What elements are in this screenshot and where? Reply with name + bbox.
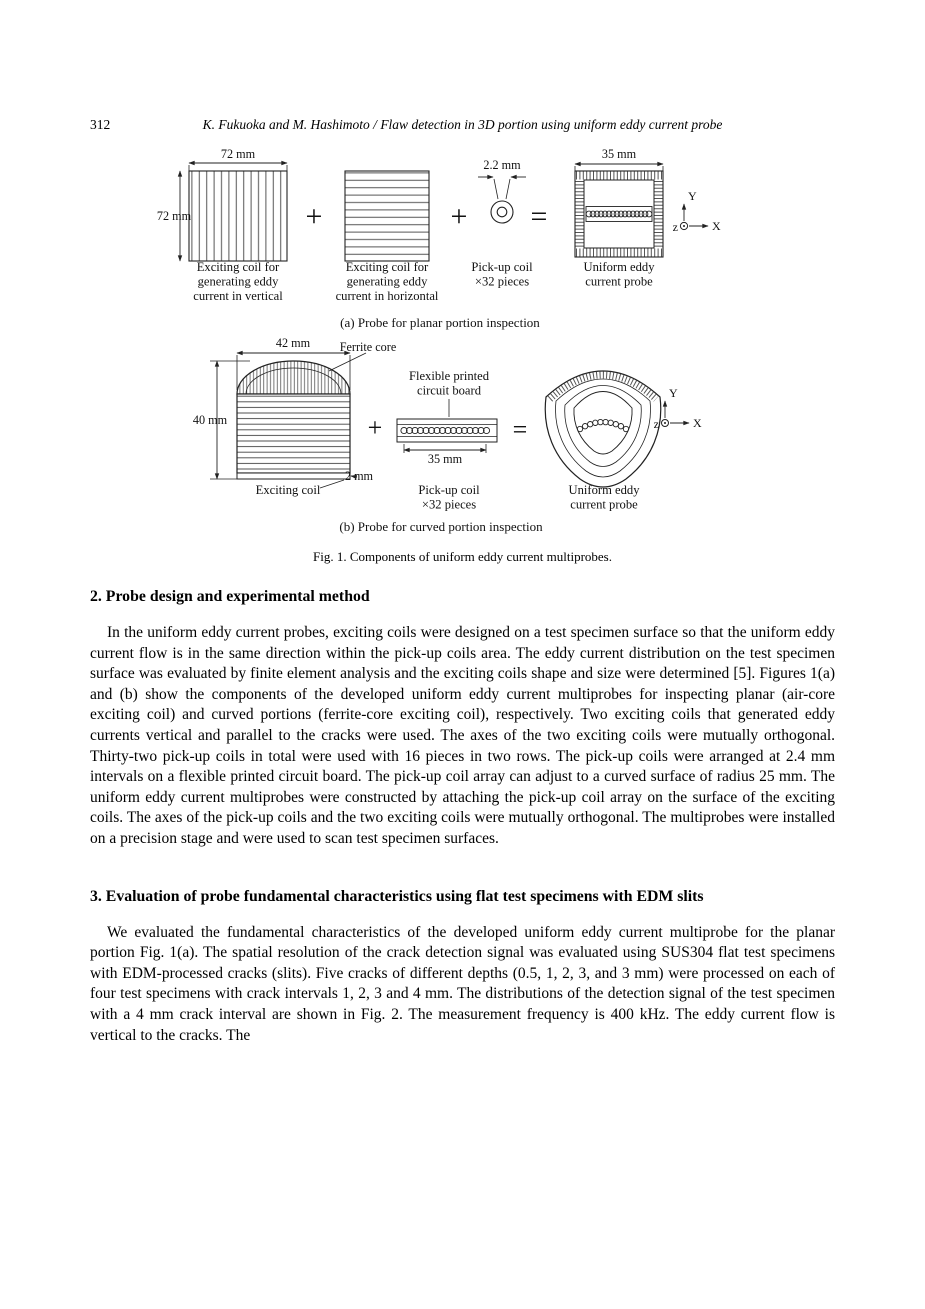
section-3-heading: 3. Evaluation of probe fundamental characteristics using flat test specimens with EDM slits: [90, 887, 704, 905]
label-exciting-coil: Exciting coil: [255, 483, 321, 497]
section-2-body: In the uniform eddy current probes, exciting coils were designed on a test specimen surface so that the uniform eddy current flow is in the same direction within the pick-up coils area. The eddy current distribution on the test specimen surface was evaluated by finite element analysis and the exciting coils shape and size were determined [5]. Figures 1(a) and (b) show the components of the developed uniform eddy current multiprobes for inspecting planar (air-core exciting coil) and curved portions (ferrite-core exciting coil), respectively. Two exciting coils that generated eddy currents vertical and parallel to the cracks were used. The axes of the two exciting coils were mutually orthogonal. Thirty-two pick-up coils in total were used with 16 pieces in two rows. The pick-up coils were arranged at 2.4 mm intervals on a flexible printed circuit board. The pick-up coil array can adjust to a curved surface of radius 25 mm. The uniform eddy current multiprobes were constructed by attaching the pick-up coil array on the surface of the exciting coils. The axes of the pick-up coils and the two exciting coils were mutually orthogonal. The multiprobes were installed on a precision stage and were used to scan test specimen surfaces.: [90, 624, 835, 847]
dim-label-2-2mm: 2.2 mm: [483, 158, 521, 172]
figure-1: [90, 147, 835, 565]
section-3: [90, 887, 835, 1047]
label-uniform-probe-a-1: Uniform eddy: [583, 260, 655, 274]
dim-label-72mm-width: 72 mm: [220, 147, 256, 161]
fig1a-exciting-coil-vertical: [157, 147, 287, 303]
fig1a-uniform-probe: [575, 147, 663, 289]
dim-label-35mm-b: 35 mm: [427, 452, 463, 466]
page-number: 312: [90, 117, 111, 132]
label-fpc-2: circuit board: [417, 383, 481, 398]
dim-label-40mm: 40 mm: [192, 413, 228, 427]
label-exciting-vertical-3: current in vertical: [193, 289, 283, 303]
dim-label-42mm: 42 mm: [275, 336, 311, 350]
section-2: [90, 587, 835, 850]
figure-1-graphic: [92, 147, 832, 537]
running-head: [90, 117, 835, 133]
equals-sign: =: [530, 200, 548, 233]
fig1a-pickup-coil: [471, 158, 533, 289]
fig1a: [157, 147, 721, 330]
equals-sign: =: [512, 415, 528, 444]
label-pickup-1: Pick-up coil: [471, 260, 533, 274]
label-exciting-vertical-2: generating eddy: [197, 274, 279, 289]
axis-x-label-a: X: [712, 219, 721, 233]
label-exciting-horizontal-1: Exciting coil for: [345, 260, 429, 274]
fig1b-pickup-board: [397, 369, 497, 512]
label-exciting-horizontal-3: current in horizontal: [335, 289, 439, 303]
fig1b-uniform-probe: [545, 371, 661, 512]
subcaption-b: (b) Probe for curved portion inspection: [339, 519, 543, 534]
fig1a-exciting-coil-horizontal: [336, 171, 439, 303]
label-pickup-b-2: ×32 pieces: [421, 497, 477, 512]
dim-label-2mm: 2 mm: [344, 469, 374, 483]
axis-x-label-b: X: [693, 416, 702, 430]
fig1b-exciting-coil: [193, 336, 396, 497]
label-ferrite-core: Ferrite core: [339, 340, 397, 354]
dim-label-72mm-height: 72 mm: [156, 209, 192, 223]
figure-caption: Fig. 1. Components of uniform eddy current multiprobes.: [313, 549, 612, 564]
axis-z-label-b: z: [653, 417, 659, 431]
section-3-body: We evaluated the fundamental characteristics of the developed uniform eddy current multiprobe for the planar portion Fig. 1(a). The spatial resolution of the crack detection signal was evaluated using SUS304 flat test specimens with EDM-processed cracks (slits). Five cracks of different depths (0.5, 1, 2, 3, and 3 mm) were processed on each of four test specimens with crack intervals 1, 2, 3 and 4 mm. The distributions of the detection signal of the test specimen with a 4 mm crack interval are shown in Fig. 2. The measurement frequency is 400 kHz. The eddy current flow is vertical to the cracks. The: [90, 923, 835, 1044]
label-exciting-horizontal-2: generating eddy: [346, 274, 428, 289]
label-uniform-probe-b-1: Uniform eddy: [568, 483, 640, 497]
fig1a-coordinate-axes: [673, 189, 721, 234]
section-2-heading: 2. Probe design and experimental method: [90, 588, 370, 605]
plus-sign: +: [450, 200, 468, 233]
plus-sign: +: [367, 413, 383, 442]
plus-sign: +: [305, 200, 323, 233]
fig1b: [193, 336, 702, 534]
subcaption-a: (a) Probe for planar portion inspection: [340, 315, 540, 330]
label-pickup-2: ×32 pieces: [474, 274, 530, 289]
axis-y-label-a: Y: [688, 189, 697, 203]
label-fpc-1: Flexible printed: [408, 369, 490, 383]
running-head-title: K. Fukuoka and M. Hashimoto / Flaw detection in 3D portion using uniform eddy current probe: [202, 117, 723, 132]
dim-label-35mm-a: 35 mm: [601, 147, 637, 161]
axis-z-label-a: z: [672, 220, 678, 234]
label-pickup-b-1: Pick-up coil: [418, 483, 480, 497]
label-exciting-vertical-1: Exciting coil for: [196, 260, 280, 274]
axis-y-label-b: Y: [669, 386, 678, 400]
label-uniform-probe-a-2: current probe: [585, 274, 653, 289]
label-uniform-probe-b-2: current probe: [570, 497, 638, 512]
